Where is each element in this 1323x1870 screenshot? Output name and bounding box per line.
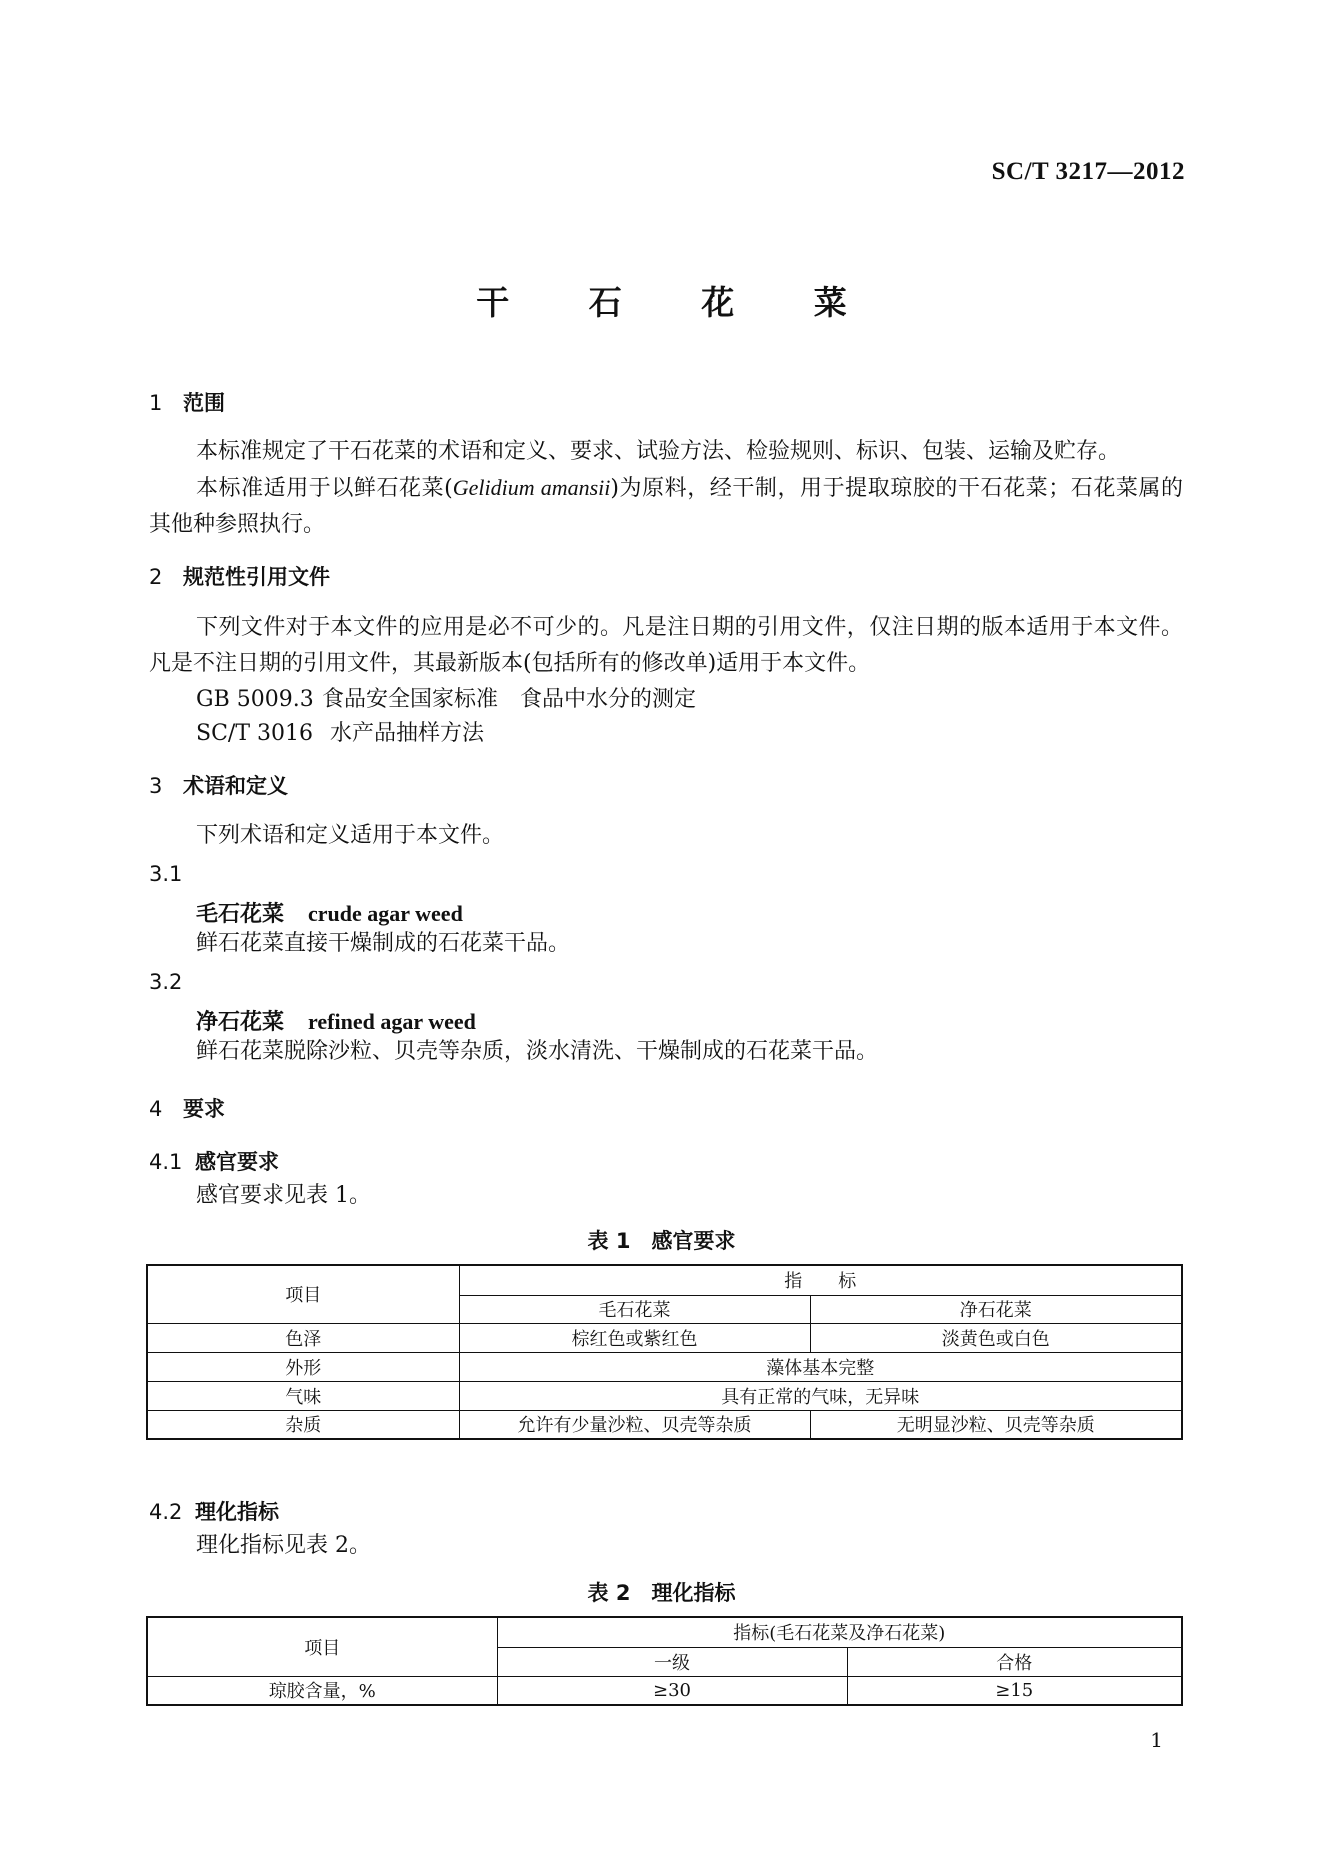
section-2-heading — [149, 561, 330, 591]
table-row — [147, 1381, 1182, 1410]
subsection-4-1-heading — [149, 1146, 279, 1176]
table-cell-b: ≥15 — [847, 1676, 1182, 1705]
subsection-title: 感官要求 — [195, 1150, 279, 1174]
term-zh: 毛石花菜 — [196, 901, 285, 927]
term-en: crude agar weed — [308, 901, 463, 926]
table-cell-item: 杂质 — [147, 1410, 459, 1439]
scope-p2-before: 本标准适用于以鲜石花菜( — [196, 476, 453, 501]
section-number: 4 — [149, 1097, 163, 1121]
table-1-caption: 表 1 感官要求 — [587, 1229, 736, 1253]
term-3-1-name — [196, 897, 463, 928]
term-3-1-number — [149, 862, 183, 886]
term-3-2-definition: 鲜石花菜脱除沙粒、贝壳等杂质，淡水清洗、干燥制成的石花菜干品。 — [196, 1039, 879, 1064]
table-2-physicochemical — [146, 1616, 1183, 1706]
table-header-col-a: 毛石花菜 — [459, 1295, 810, 1323]
table-cell-item: 色泽 — [147, 1323, 459, 1352]
section-title: 规范性引用文件 — [183, 565, 330, 589]
scope-paragraph-1: 本标准规定了干石花菜的术语和定义、要求、试验方法、检验规则、标识、包装、运输及贮存。 — [196, 439, 1121, 464]
scope-paragraph-2 — [149, 470, 1183, 543]
normative-ref-paragraph: 下列文件对于本文件的应用是必不可少的。凡是注日期的引用文件，仅注日期的版本适用于本文件。凡是不注日期的引用文件，其最新版本(包括所有的修改单)适用于本文件。 — [149, 615, 1183, 676]
table-cell-b: 无明显沙粒、贝壳等杂质 — [810, 1410, 1182, 1439]
section-4-heading — [149, 1093, 225, 1123]
table-header-index: 指标(毛石花菜及净石花菜) — [497, 1617, 1182, 1647]
term-zh: 净石花菜 — [196, 1009, 285, 1035]
table-header-index: 指 标 — [459, 1265, 1182, 1295]
table-row — [147, 1410, 1182, 1439]
table-cell-item: 外形 — [147, 1352, 459, 1381]
table-row — [147, 1352, 1182, 1381]
table-cell-a: ≥30 — [497, 1676, 847, 1705]
scope-p2-after: )为原料，经干制，用于提取琼胶的干石花菜；石花菜属的其他种参照执行。 — [149, 476, 1183, 537]
subsection-4-1-text: 感官要求见表 1。 — [196, 1183, 371, 1208]
section-number: 3 — [149, 774, 163, 798]
table-cell-a: 棕红色或紫红色 — [459, 1323, 810, 1352]
subsection-title: 理化指标 — [195, 1500, 279, 1524]
section-number: 2 — [149, 565, 163, 589]
subsection-number: 4.2 — [149, 1500, 183, 1524]
reference-title: 食品安全国家标准 食品中水分的测定 — [322, 687, 697, 712]
term-number: 3.2 — [149, 970, 183, 994]
table-cell-merged: 藻体基本完整 — [459, 1352, 1182, 1381]
subsection-number: 4.1 — [149, 1150, 183, 1174]
term-en: refined agar weed — [308, 1009, 476, 1034]
page-number: 1 — [1150, 1728, 1163, 1752]
section-number: 1 — [149, 391, 163, 415]
subsection-4-2-text: 理化指标见表 2。 — [196, 1533, 371, 1558]
reference-item — [196, 716, 484, 752]
reference-title: 水产品抽样方法 — [330, 721, 485, 746]
table-header-item: 项目 — [147, 1617, 497, 1676]
table-cell-item: 气味 — [147, 1381, 459, 1410]
reference-code: GB 5009.3 — [196, 687, 314, 712]
term-3-2-number — [149, 970, 183, 994]
section-title: 范围 — [183, 391, 225, 415]
section-3-heading — [149, 770, 288, 800]
table-header-col-a: 一级 — [497, 1647, 847, 1676]
table-row — [147, 1676, 1182, 1705]
term-3-2-name — [196, 1005, 476, 1036]
table-cell-b: 淡黄色或白色 — [810, 1323, 1182, 1352]
reference-item — [196, 682, 696, 718]
term-number: 3.1 — [149, 862, 183, 886]
table-2-caption: 表 2 理化指标 — [587, 1581, 736, 1605]
terms-intro: 下列术语和定义适用于本文件。 — [196, 823, 505, 848]
table-header-col-b: 合格 — [847, 1647, 1182, 1676]
table-header-item: 项目 — [147, 1265, 459, 1323]
table-cell-merged: 具有正常的气味，无异味 — [459, 1381, 1182, 1410]
section-title: 要求 — [183, 1097, 225, 1121]
table-header-col-b: 净石花菜 — [810, 1295, 1182, 1323]
document-title: 干 石 花 菜 — [476, 283, 881, 322]
table-cell-item: 琼胶含量，% — [147, 1676, 497, 1705]
section-1-heading — [149, 387, 225, 417]
reference-code: SC/T 3016 — [196, 721, 313, 746]
table-row — [147, 1323, 1182, 1352]
scope-p2-latin: Gelidium amansii — [452, 475, 611, 500]
table-1-sensory — [146, 1264, 1183, 1440]
subsection-4-2-heading — [149, 1496, 279, 1526]
term-3-1-definition: 鲜石花菜直接干燥制成的石花菜干品。 — [196, 931, 571, 956]
section-title: 术语和定义 — [183, 774, 288, 798]
table-cell-a: 允许有少量沙粒、贝壳等杂质 — [459, 1410, 810, 1439]
standard-code: SC/T 3217—2012 — [991, 158, 1185, 185]
